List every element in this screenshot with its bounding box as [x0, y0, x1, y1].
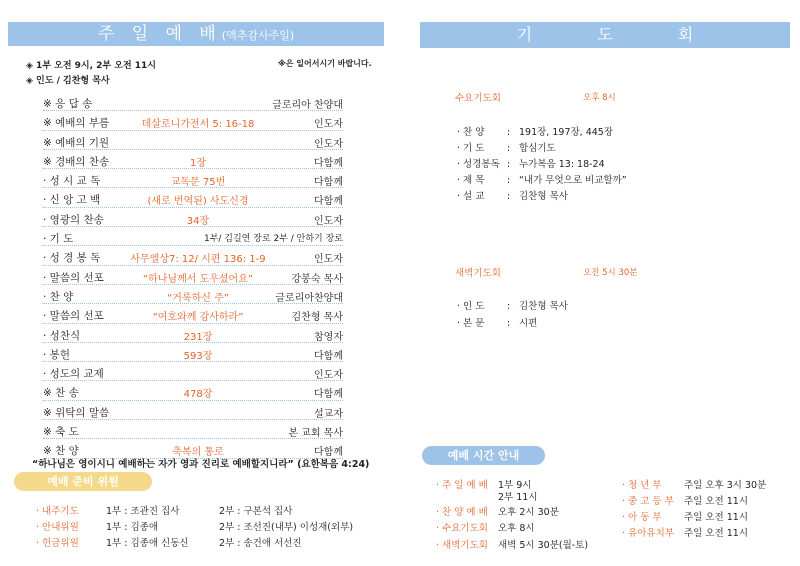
schedule-row	[436, 537, 616, 551]
order-item-content: “여호와께 감사하라”	[152, 312, 244, 324]
order-row	[43, 208, 343, 227]
prep-second-service: 2부 : 구본석 집사	[219, 506, 293, 517]
order-row	[43, 150, 343, 169]
order-item-name: ※ 찬 송	[43, 387, 79, 400]
order-item-name: ※ 위탁의 말씀	[43, 406, 110, 419]
order-row	[43, 401, 343, 420]
order-item-content: 사무엘상7: 12/ 시편 136: 1-9	[130, 254, 266, 266]
order-item-person: 강봉숙 목사	[291, 273, 343, 285]
order-item-person: 인도자	[314, 215, 343, 227]
order-item-content: 1장	[189, 157, 207, 169]
order-item-name: · 기 도	[43, 233, 74, 246]
prep-label: · 안내위원	[36, 522, 79, 533]
order-item-name: · 영광의 찬송	[43, 213, 104, 226]
order-item-name: · 찬 양	[43, 290, 74, 303]
stand-note: ※은 일어서시기 바랍니다.	[278, 59, 372, 68]
order-item-name: ※ 찬 양	[43, 445, 79, 458]
order-item-name: ※ 경배의 찬송	[43, 155, 110, 168]
service-schedule-title: 예배 시간 안내	[422, 446, 545, 465]
order-item-person: 다함께	[314, 196, 343, 208]
order-item-person: 다함께	[314, 350, 343, 362]
order-row	[43, 362, 343, 381]
order-item-person: 참영자	[314, 331, 343, 343]
order-row	[43, 420, 343, 439]
order-row	[43, 246, 343, 265]
order-item-name: · 성 시 교 독	[43, 175, 101, 188]
order-row	[43, 381, 343, 400]
order-item-name: ※ 응 답 송	[43, 98, 93, 110]
schedule-label: · 새벽기도회	[436, 540, 488, 551]
order-item-name: ※ 예배의 기원	[43, 136, 110, 149]
prep-first-service: 1부 : 김종애	[106, 522, 158, 533]
order-row	[43, 343, 343, 362]
dawn-item: · 인 도 : 김찬형 목사	[457, 301, 568, 312]
order-item-person: 인도자	[314, 370, 343, 382]
order-row	[43, 227, 343, 246]
dawn-prayer-time: 오전 5시 30분	[583, 268, 638, 278]
dawn-item: · 본 문 : 시편	[457, 318, 538, 329]
wed-item: · 성경봉독 : 누가복음 13: 18-24	[457, 159, 605, 170]
order-item-person: 김찬형 목사	[291, 312, 343, 324]
order-item-person: 본 교회 목사	[288, 428, 343, 440]
order-row	[43, 285, 343, 304]
order-item-person: 글로리아 찬양대	[272, 100, 343, 111]
order-item-person: 인도자	[314, 119, 343, 131]
schedule-label: · 중 고 등 부	[622, 496, 674, 507]
order-item-person: 인도자	[314, 254, 343, 266]
wednesday-prayer-title: 수요기도회	[455, 93, 501, 104]
page-subtitle: (맥추감사주일)	[221, 29, 295, 42]
order-item-person: 다함께	[314, 447, 343, 459]
order-item-name: · 신 앙 고 백	[43, 194, 101, 207]
wed-item: · 설 교 : 김찬형 목사	[457, 191, 568, 202]
order-item-name: ※ 예배의 부름	[43, 117, 110, 130]
order-item-person: 글로리아찬양대	[275, 292, 343, 304]
prep-label: · 헌금위원	[36, 538, 79, 549]
prep-second-service: 2부 : 조선진(내부) 이성재(외부)	[219, 522, 354, 533]
scripture-quote: “하나님은 영이시니 예배하는 자가 영과 진리로 예배할지니라” (요한복음 4:24)	[32, 459, 370, 470]
schedule-time: 1부 9시	[498, 480, 532, 491]
prep-second-service: 2부 : 송건애 서선진	[219, 538, 302, 549]
wed-item: · 찬 양 : 191장, 197장, 445장	[457, 127, 614, 138]
prayer-meeting-header: 기 도 회	[420, 22, 790, 48]
prep-first-service: 1부 : 김종애 신동신	[106, 538, 189, 549]
order-item-content: 593장	[183, 350, 213, 362]
order-row	[43, 304, 343, 323]
schedule-row	[436, 520, 616, 534]
order-item-person: 다함께	[314, 157, 343, 169]
order-item-content: 축복의 통로	[172, 447, 224, 459]
order-item-name: · 봉헌	[43, 348, 70, 361]
order-item-content: 1부/ 김길연 장로 2부 / 안하기 장로	[203, 234, 343, 245]
order-row	[43, 188, 343, 207]
order-item-person: 다함께	[314, 177, 343, 189]
leader-info: ◈ 인도 / 김찬형 목사	[26, 76, 110, 86]
service-times-info: ◈ 1부 오전 9시, 2부 오전 11시	[26, 61, 157, 71]
sunday-service-header	[8, 22, 384, 46]
order-item-content: 데살로니가전서 5: 16-18	[141, 119, 255, 131]
order-row	[43, 324, 343, 343]
prep-label: · 내주기도	[36, 506, 79, 517]
order-item-content: “하나님께서 도우셨어요”	[142, 273, 254, 285]
order-item-name: · 성 경 봉 독	[43, 252, 101, 265]
schedule-label: · 아 동 부	[622, 512, 662, 523]
order-row	[43, 266, 343, 285]
order-row	[43, 169, 343, 188]
order-item-name: · 성도의 교제	[43, 368, 104, 381]
schedule-row	[436, 504, 616, 518]
schedule-time: 주일 오전 11시	[684, 496, 749, 507]
schedule-time: 오후 2시 30분	[498, 507, 559, 518]
schedule-time: 2부 11시	[498, 492, 538, 503]
schedule-label: · 주 일 예 배	[436, 480, 488, 491]
schedule-row	[622, 493, 792, 507]
schedule-label: · 청 년 부	[622, 480, 662, 491]
order-item-content: 231장	[183, 331, 213, 343]
schedule-time: 주일 오전 11시	[684, 512, 749, 523]
wed-item: · 제 목 : “내가 무엇으로 비교할까”	[457, 175, 627, 186]
schedule-row	[622, 477, 792, 491]
schedule-label: · 수요기도회	[436, 523, 488, 534]
schedule-time: 새벽 5시 30분(월-토)	[498, 540, 589, 551]
order-of-worship	[43, 92, 343, 459]
order-item-person: 다함께	[314, 389, 343, 401]
order-item-person: 설교자	[314, 408, 343, 420]
schedule-row	[436, 489, 616, 503]
order-item-content: 교독문 75번	[170, 177, 226, 189]
dawn-prayer-title: 새벽기도회	[455, 268, 501, 279]
order-item-name: · 성찬식	[43, 329, 81, 342]
order-item-content: “거룩하신 주”	[167, 292, 229, 304]
order-row	[43, 131, 343, 150]
schedule-time: 오후 8시	[498, 523, 535, 534]
order-item-content: 478장	[183, 389, 213, 401]
wed-item: · 기 도 : 합심기도	[457, 143, 556, 154]
schedule-time: 주일 오후 3시 30분	[684, 480, 767, 491]
wednesday-prayer-time: 오후 8시	[583, 93, 616, 103]
schedule-row	[622, 509, 792, 523]
order-item-person: 인도자	[314, 138, 343, 150]
order-item-name: · 말씀의 선포	[43, 310, 104, 323]
prep-committee-title: 예배 준비 위원	[14, 472, 152, 491]
order-row	[43, 111, 343, 130]
order-item-content: 34장	[186, 215, 210, 227]
page-title: 주 일 예 배	[97, 24, 222, 44]
schedule-time: 주일 오전 11시	[684, 528, 749, 539]
schedule-row	[622, 525, 792, 539]
order-item-name: ※ 축 도	[43, 426, 79, 439]
prep-first-service: 1부 : 조관진 집사	[106, 506, 180, 517]
order-row	[43, 92, 343, 111]
order-item-content: (새로 번역된) 사도신경	[147, 196, 249, 208]
order-item-name: · 말씀의 선포	[43, 271, 104, 284]
schedule-label: · 유아유치부	[622, 528, 674, 539]
schedule-label: · 찬 양 예 배	[436, 507, 488, 518]
